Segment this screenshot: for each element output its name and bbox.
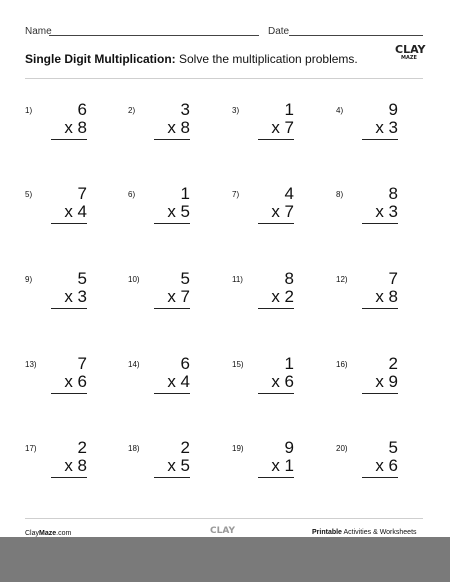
problem-number: 5)	[25, 190, 33, 199]
problem-number: 19)	[232, 444, 244, 453]
answer-line	[362, 308, 398, 309]
multiplier: x 7	[271, 118, 294, 137]
answer-line	[258, 308, 294, 309]
problem-number: 6)	[128, 190, 136, 199]
multiplicand: 5	[180, 269, 190, 288]
footer-divider	[25, 518, 423, 519]
date-field-line	[289, 35, 423, 36]
answer-line	[362, 477, 398, 478]
answer-line	[258, 393, 294, 394]
multiplicand: 8	[284, 269, 294, 288]
multiplier: x 6	[64, 372, 87, 391]
multiplicand: 2	[180, 438, 190, 457]
footer-site-suffix: .com	[56, 530, 72, 537]
multiplier: x 4	[64, 202, 87, 221]
multiplier: x 1	[271, 456, 294, 475]
date-label: Date	[268, 26, 290, 37]
multiplicand: 9	[284, 438, 294, 457]
multiplicand: 7	[388, 269, 398, 288]
problem-7	[232, 184, 332, 250]
problem-19	[232, 438, 332, 504]
multiplier: x 5	[167, 202, 190, 221]
problem-17	[25, 438, 125, 504]
problem-number: 18)	[128, 444, 140, 453]
problem-18	[128, 438, 228, 504]
multiplier: x 3	[64, 287, 87, 306]
problem-number: 9)	[25, 275, 33, 284]
answer-line	[154, 223, 190, 224]
multiplicand: 2	[388, 354, 398, 373]
answer-line	[154, 393, 190, 394]
footer-tagline-rest: Activities & Worksheets	[341, 529, 417, 536]
multiplier: x 8	[167, 118, 190, 137]
problem-number: 11)	[232, 275, 243, 284]
problem-number: 12)	[336, 275, 348, 284]
problem-20	[336, 438, 436, 504]
answer-line	[258, 223, 294, 224]
problem-5	[25, 184, 125, 250]
multiplicand: 1	[284, 100, 294, 119]
problem-number: 16)	[336, 360, 348, 369]
problem-8	[336, 184, 436, 250]
problem-number: 17)	[25, 444, 37, 453]
problem-12	[336, 269, 436, 335]
multiplier: x 7	[167, 287, 190, 306]
problem-number: 20)	[336, 444, 348, 453]
header-divider	[25, 78, 423, 79]
footer-site-prefix: Clay	[25, 530, 40, 537]
problem-2	[128, 100, 228, 166]
problem-10	[128, 269, 228, 335]
multiplier: x 3	[375, 118, 398, 137]
answer-line	[51, 393, 87, 394]
problem-3	[232, 100, 332, 166]
problem-13	[25, 354, 125, 420]
problem-6	[128, 184, 228, 250]
multiplier: x 2	[271, 287, 294, 306]
footer-logo: CLAY	[210, 526, 235, 536]
multiplicand: 5	[77, 269, 87, 288]
multiplier: x 6	[375, 456, 398, 475]
answer-line	[51, 139, 87, 140]
multiplicand: 7	[77, 184, 87, 203]
multiplier: x 4	[167, 372, 190, 391]
multiplier: x 8	[64, 118, 87, 137]
problem-number: 7)	[232, 190, 240, 199]
multiplicand: 3	[180, 100, 190, 119]
multiplicand: 5	[388, 438, 398, 457]
problem-number: 1)	[25, 106, 33, 115]
claymaze-logo	[395, 43, 426, 74]
problem-14	[128, 354, 228, 420]
footer-tagline	[312, 529, 417, 536]
answer-line	[362, 393, 398, 394]
footer-tagline-bold: Printable	[312, 529, 342, 536]
answer-line	[51, 223, 87, 224]
problem-number: 2)	[128, 106, 136, 115]
title-instructions: Solve the multiplication problems.	[175, 52, 358, 66]
multiplicand: 6	[180, 354, 190, 373]
multiplicand: 1	[180, 184, 190, 203]
answer-line	[362, 139, 398, 140]
answer-line	[362, 223, 398, 224]
answer-line	[258, 477, 294, 478]
answer-line	[154, 477, 190, 478]
name-field-line	[49, 35, 259, 36]
answer-line	[154, 308, 190, 309]
problem-number: 8)	[336, 190, 344, 199]
problem-number: 10)	[128, 275, 140, 284]
multiplicand: 2	[77, 438, 87, 457]
multiplicand: 6	[77, 100, 87, 119]
problem-11	[232, 269, 332, 335]
multiplier: x 6	[271, 372, 294, 391]
problem-number: 3)	[232, 106, 240, 115]
worksheet-title	[25, 52, 358, 66]
answer-line	[154, 139, 190, 140]
multiplicand: 7	[77, 354, 87, 373]
problem-number: 4)	[336, 106, 344, 115]
multiplier: x 8	[375, 287, 398, 306]
problem-number: 14)	[128, 360, 140, 369]
answer-line	[258, 139, 294, 140]
logo-clay-text: CLAY	[395, 43, 426, 56]
problem-number: 15)	[232, 360, 244, 369]
multiplicand: 1	[284, 354, 294, 373]
problem-4	[336, 100, 436, 166]
problem-15	[232, 354, 332, 420]
multiplicand: 8	[388, 184, 398, 203]
title-bold: Single Digit Multiplication:	[25, 52, 176, 66]
problem-1	[25, 100, 125, 166]
name-label: Name	[25, 26, 52, 37]
bottom-gray-bar	[0, 537, 450, 582]
multiplicand: 4	[284, 184, 294, 203]
answer-line	[51, 308, 87, 309]
problem-9	[25, 269, 125, 335]
footer-site-bold: Maze	[39, 530, 57, 537]
multiplier: x 8	[64, 456, 87, 475]
multiplier: x 9	[375, 372, 398, 391]
problem-16	[336, 354, 436, 420]
multiplicand: 9	[388, 100, 398, 119]
multiplier: x 7	[271, 202, 294, 221]
multiplier: x 5	[167, 456, 190, 475]
answer-line	[51, 477, 87, 478]
multiplier: x 3	[375, 202, 398, 221]
logo-maze-text: MAZE	[401, 55, 417, 61]
problem-number: 13)	[25, 360, 37, 369]
